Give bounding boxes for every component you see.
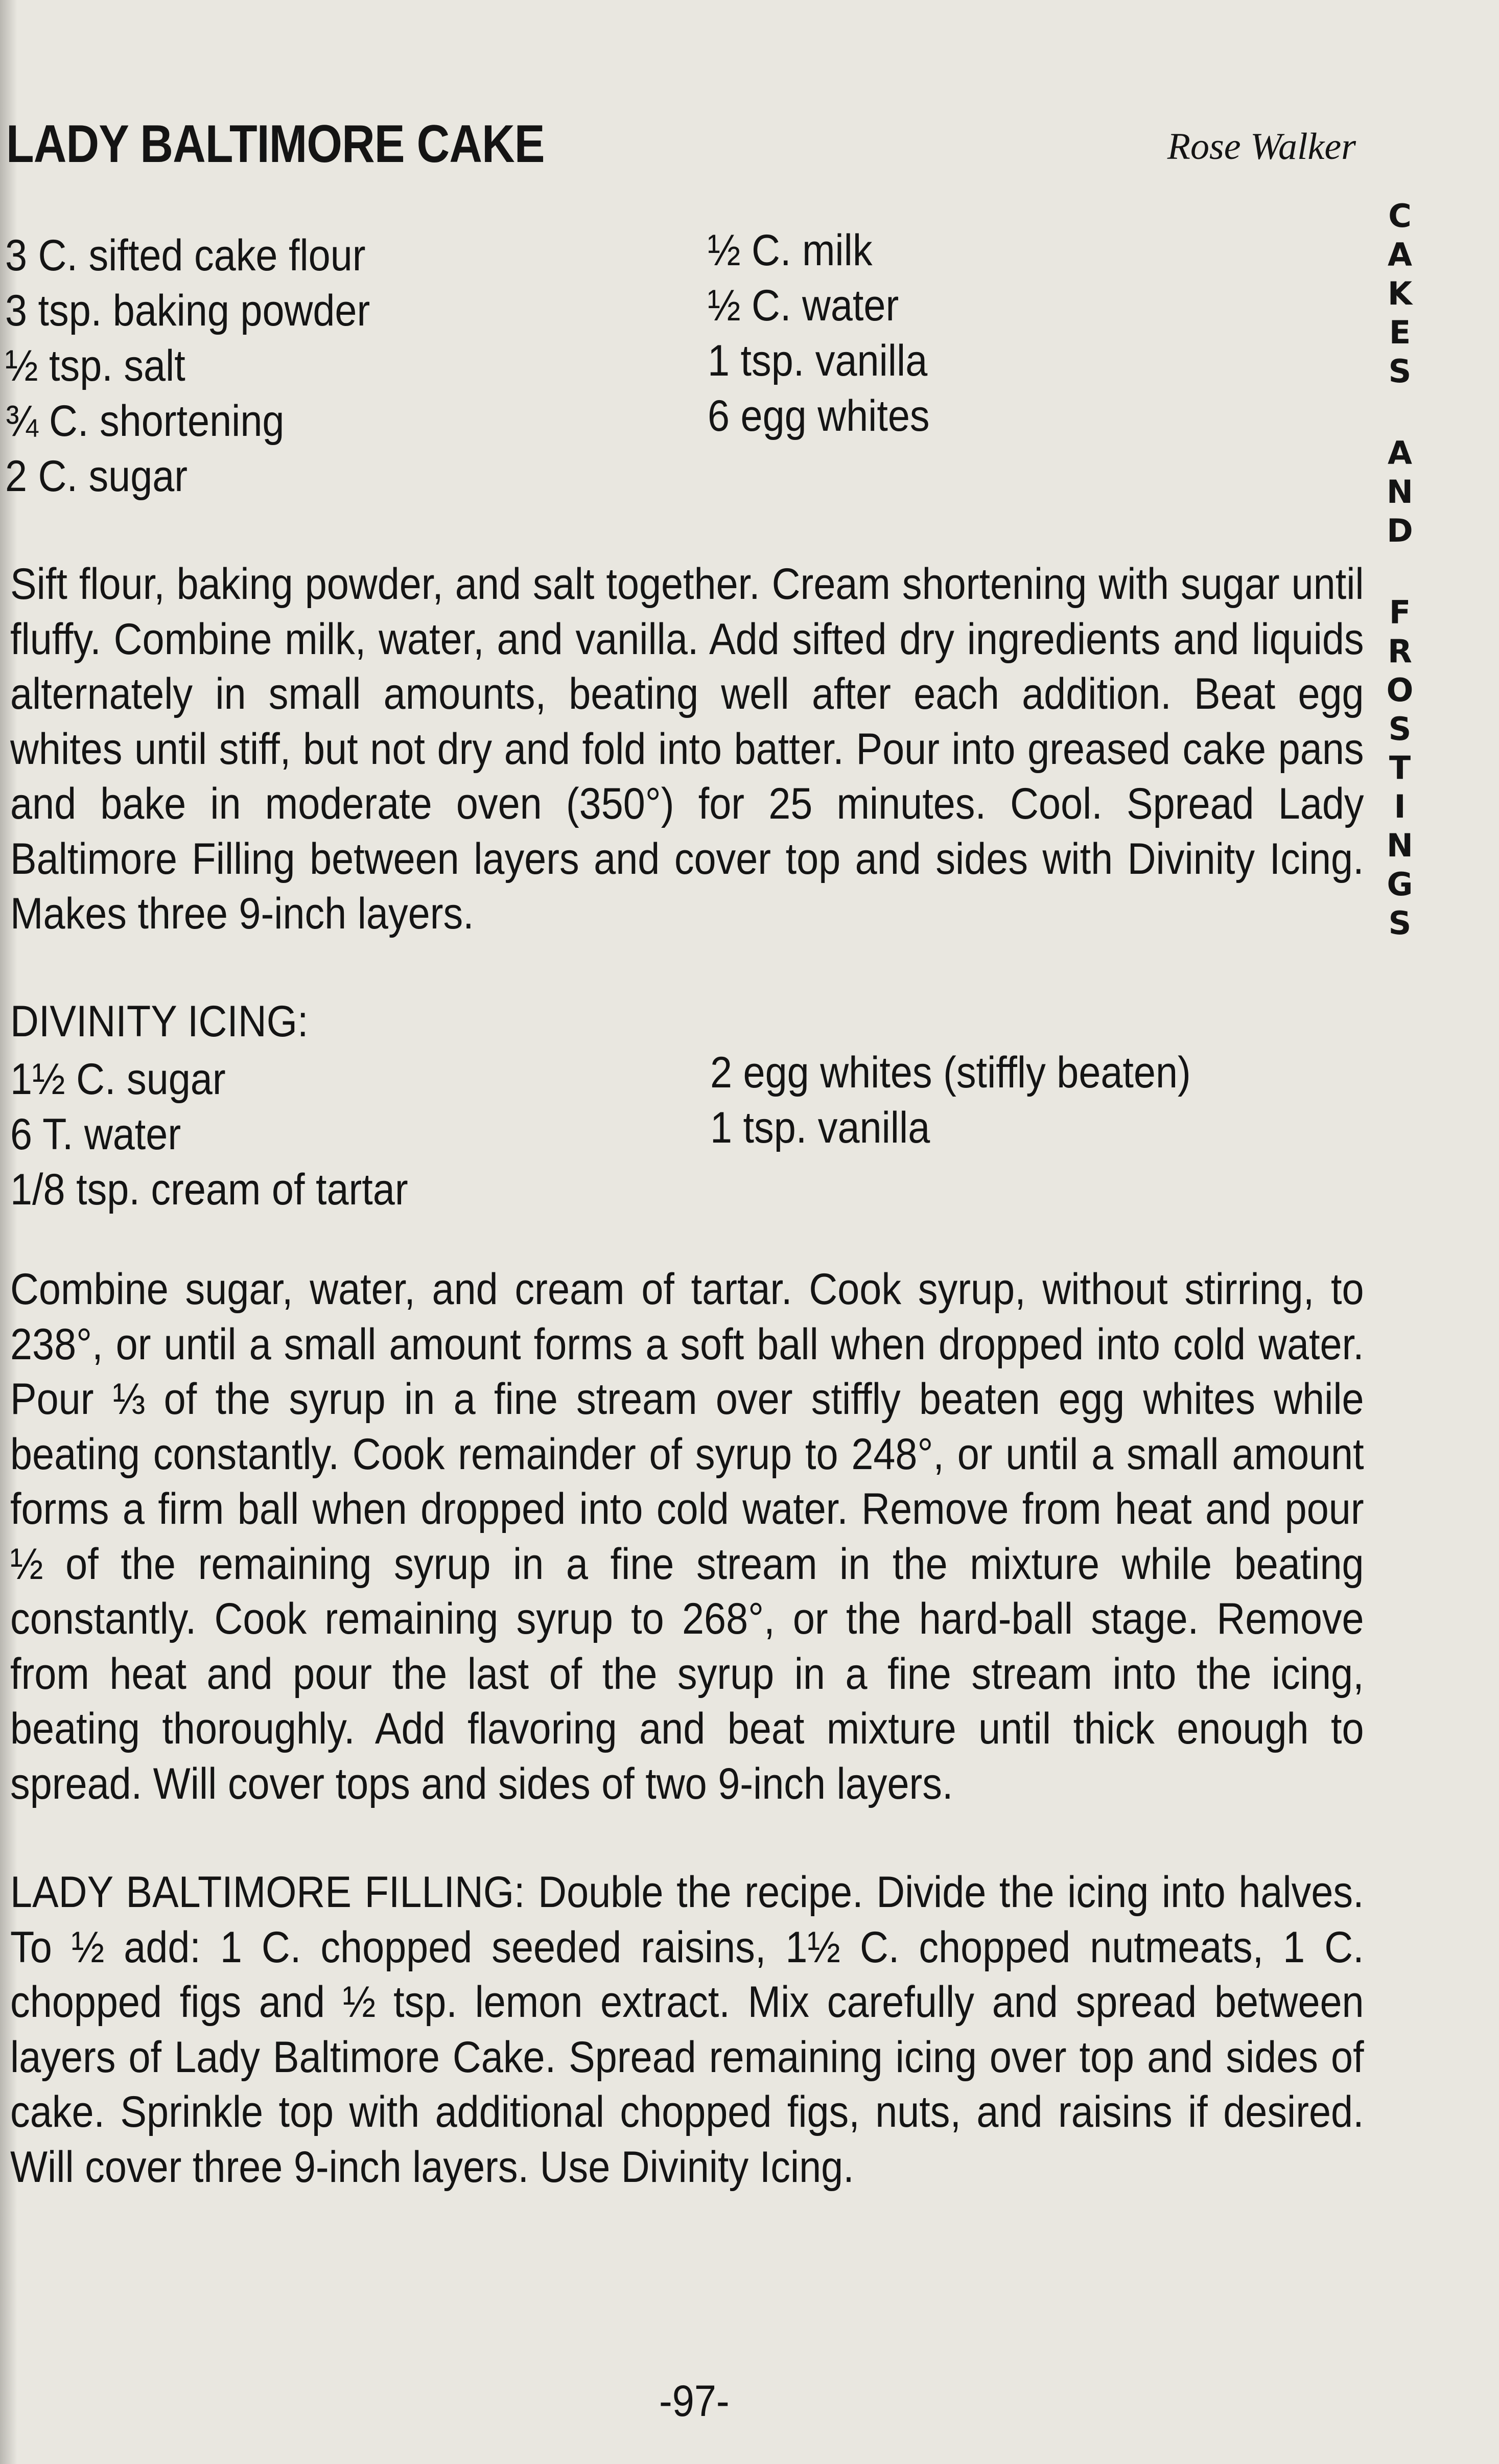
section-tab-word (1387, 593, 1414, 943)
section-tab-word (1388, 197, 1412, 391)
section-tab-letter: A (1388, 236, 1412, 273)
cake-ingredients-right (708, 223, 930, 444)
icing-instructions-text: Combine sugar, water, and cream of tartar. Cook syrup, without stirring, to 238°, or until a small amount forms a soft ball when dropped into cold water. Pour ⅓ of the syrup in a fine stream over stiffly beaten egg whites while beating constantly. Cook remainder of syrup to 248°, or until a small amount forms a firm ball when dropped into cold water. Remove from heat and pour ½ of the remaining syrup in a fine stream in the mixture while beating constantly. Cook remaining syrup to 268°, or the hard-ball stage. Remove from heat and pour the last of the syrup in a fine stream into the icing, beating thoroughly. Add flavoring and beat mixture until thick enough to spread. Will cover tops and sides of two 9-inch layers. (10, 1265, 1364, 1808)
ingredient-line: 6 egg whites (708, 391, 930, 440)
section-tab-word (1387, 434, 1413, 550)
section-tab-letter: G (1387, 866, 1413, 903)
cake-instructions-text: Sift flour, baking powder, and salt together. Cream shortening with sugar until fluffy. Combine milk, water, and vanilla. Add sifted dry ingredients and liquids alternately in small amounts, beating well after each addition. Beat egg whites until stiff, but not dry and fold into batter. Pour into greased cake pans and bake in moderate oven (350°) for 25 minutes. Cool. Spread Lady Baltimore Filling between layers and cover top and sides with Divinity Icing. Makes three 9-inch layers. (10, 560, 1364, 938)
section-tab-letter: R (1388, 633, 1412, 670)
ingredient-line: 3 tsp. baking powder (5, 286, 370, 335)
filling-instructions-text: LADY BALTIMORE FILLING: Double the recipe. Divide the icing into halves. To ½ add: 1 C. chopped seeded raisins, 1½ C. chopped nutmeats, 1 C. chopped figs and ½ tsp. lemon extract. Mix carefully and spread between layers of Lady Baltimore Cake. Spread remaining icing over top and sides of cake. Sprinkle top with additional chopped figs, nuts, and raisins if desired. Will cover three 9-inch layers. Use Divinity Icing. (10, 1868, 1364, 2192)
ingredient-line: ¾ C. shortening (5, 397, 285, 446)
section-tab-letter: N (1387, 473, 1413, 510)
ingredient-line: 3 C. sifted cake flour (5, 231, 366, 280)
section-tab-letter: D (1387, 512, 1413, 549)
section-tab-letter: I (1394, 788, 1406, 825)
recipe-title: LADY BALTIMORE CAKE (6, 114, 545, 174)
ingredient-line: 1 tsp. vanilla (708, 336, 928, 385)
section-tab-letter: S (1388, 904, 1412, 942)
icing-heading: DIVINITY ICING: (10, 997, 309, 1046)
icing-ingredients-right (710, 1045, 1191, 1155)
section-tab-letter: C (1388, 197, 1412, 235)
ingredient-line: 6 T. water (10, 1110, 181, 1159)
section-tab (1372, 197, 1428, 986)
recipe-author: Rose Walker (1167, 126, 1356, 168)
ingredient-line: ½ tsp. salt (5, 341, 185, 390)
section-tab-letter: K (1387, 275, 1413, 312)
page-number: -97- (659, 2377, 730, 2426)
ingredient-line: 1 tsp. vanilla (710, 1103, 930, 1152)
cake-instructions (10, 557, 1364, 942)
ingredient-line: 2 egg whites (stiffly beaten) (710, 1048, 1191, 1097)
section-tab-letter: A (1388, 434, 1412, 472)
section-tab-letter: N (1387, 827, 1413, 864)
section-tab-letter: T (1389, 749, 1411, 786)
ingredient-line: 1/8 tsp. cream of tartar (10, 1165, 408, 1214)
section-tab-letter: S (1388, 710, 1412, 748)
ingredient-line: 1½ C. sugar (10, 1055, 226, 1104)
icing-instructions (10, 1262, 1364, 1811)
icing-ingredients-left (10, 1052, 408, 1217)
section-tab-letter: F (1389, 594, 1411, 631)
ingredient-line: ½ C. milk (708, 226, 873, 275)
cake-ingredients-left (5, 228, 370, 504)
filling-instructions (10, 1865, 1364, 2195)
section-tab-letter: O (1386, 671, 1414, 709)
section-tab-letter: E (1389, 314, 1411, 351)
ingredient-line: 2 C. sugar (5, 452, 188, 501)
section-tab-letter: S (1388, 353, 1412, 390)
ingredient-line: ½ C. water (708, 281, 899, 330)
